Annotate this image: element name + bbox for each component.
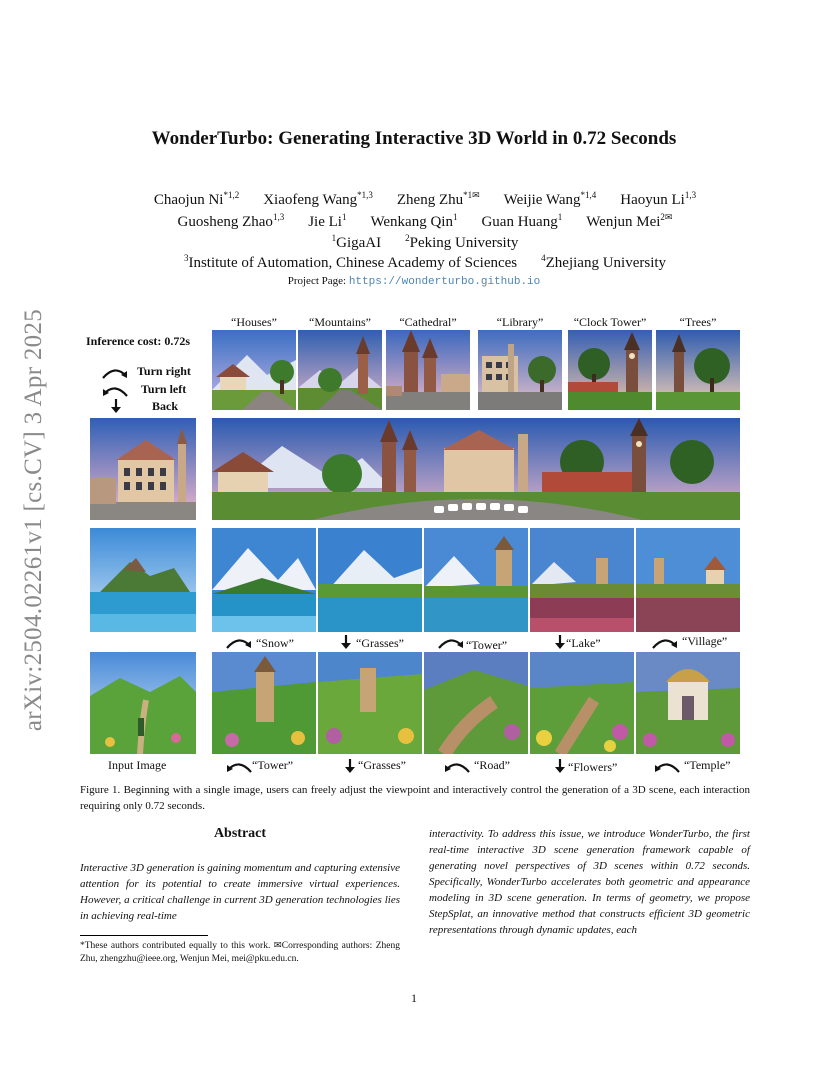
authors-row-2 [60, 212, 790, 231]
author-name: Weijie Wang [503, 192, 581, 208]
label-houses: “Houses” [231, 315, 277, 329]
label-mountains: “Mountains” [309, 315, 371, 329]
label-snow: “Snow” [256, 636, 294, 650]
affiliation-name: Peking University [409, 235, 519, 251]
image-tower [424, 528, 528, 632]
image-island-input [90, 528, 196, 632]
turn-right-icon [100, 366, 130, 380]
label-lake: “Lake” [566, 636, 601, 650]
author-name: Guan Huang [481, 214, 558, 230]
image-mountains [298, 330, 382, 410]
author-sup: 1,3 [684, 190, 697, 200]
author-3 [481, 212, 562, 231]
label-village: “Village” [682, 634, 728, 648]
author-name: Guosheng Zhao [177, 214, 273, 230]
label-trees: “Trees” [679, 315, 717, 329]
author-sup: 2✉ [660, 212, 673, 222]
author-sup: 1 [452, 212, 458, 222]
author-0 [178, 212, 285, 231]
author-name: Jie Li [308, 214, 342, 230]
author-name: Wenkang Qin [370, 214, 453, 230]
author-4 [586, 212, 672, 231]
figure-caption: Figure 1. Beginning with a single image, users can freely adjust the viewpoint and interactively control the generation of a 3D scene, each interaction requiring only 0.72 seconds. [80, 784, 750, 812]
author-0 [154, 190, 239, 209]
label-flowers: “Flowers” [568, 760, 618, 774]
image-cathedral [386, 330, 470, 410]
image-clock-tower [568, 330, 652, 410]
affiliation-1 [541, 253, 666, 272]
author-sup: 1 [557, 212, 563, 222]
legend-turn-right: Turn right [137, 364, 191, 378]
image-houses [212, 330, 296, 410]
author-1 [308, 212, 346, 231]
turn-right-icon [436, 636, 466, 650]
author-sup: *1,2 [223, 190, 240, 200]
image-trees [656, 330, 740, 410]
affiliation-sup: 3 [183, 253, 189, 263]
affiliation-sup: 1 [331, 233, 337, 243]
turn-left-icon [442, 760, 472, 774]
back-arrow-icon [340, 634, 352, 650]
footnote-rule [80, 935, 208, 936]
image-tower-2 [212, 652, 316, 754]
affiliations-row-1 [60, 233, 790, 252]
label-library: “Library” [496, 315, 544, 329]
affiliation-sup: 4 [541, 253, 546, 263]
turn-right-icon [224, 636, 254, 650]
label-temple: “Temple” [684, 758, 731, 772]
back-arrow-icon [344, 758, 356, 774]
back-arrow-icon [554, 634, 566, 650]
author-name: Wenjun Mei [586, 214, 661, 230]
affiliation-name: Institute of Automation, Chinese Academy of Sciences [188, 255, 518, 271]
affiliation-name: Zhejiang University [545, 255, 667, 271]
author-sup: 1,3 [272, 212, 285, 222]
back-arrow-icon [110, 398, 122, 414]
image-flowers [530, 652, 634, 754]
turn-right-icon [650, 636, 680, 650]
author-2 [397, 190, 480, 209]
turn-left-icon [652, 760, 682, 774]
image-grasses-2 [318, 652, 422, 754]
affiliation-0 [184, 253, 517, 272]
affiliations-row-2 [60, 253, 790, 272]
affiliation-0 [332, 233, 382, 252]
image-lake [530, 528, 634, 632]
legend-back: Back [152, 399, 179, 413]
label-cathedral: “Cathedral” [399, 315, 457, 329]
author-name: Zheng Zhu [396, 192, 464, 208]
author-sup: *1,3 [357, 190, 373, 200]
label-clock-tower: “Clock Tower” [573, 315, 647, 329]
image-temple [636, 652, 740, 754]
author-name: Haoyun Li [620, 192, 685, 208]
project-label: Project Page: [287, 275, 347, 287]
affiliation-1 [405, 233, 518, 252]
label-tower: “Tower” [466, 638, 508, 652]
author-sup: *1,4 [580, 190, 597, 200]
image-snow [212, 528, 316, 632]
legend-turn-left: Turn left [141, 382, 187, 396]
image-library [478, 330, 562, 410]
project-page [0, 275, 828, 288]
paper-title: WonderTurbo: Generating Interactive 3D World in 0.72 Seconds [151, 128, 677, 149]
turn-left-icon [100, 384, 130, 398]
inference-cost: Inference cost: 0.72s [86, 334, 191, 348]
label-grasses: “Grasses” [356, 636, 404, 650]
authors-row-1 [60, 190, 790, 209]
image-road [424, 652, 528, 754]
image-panorama [212, 418, 740, 520]
abstract-right: interactivity. To address this issue, we introduce WonderTurbo, the first real-time interactive 3D scene generation framework capable of generating novel perspectives of 3D scenes within 0.72 seconds. Specifically, WonderTurbo accelerates both geometric and appearance modeling in 3D scene generation. In terms of geometry, we propose StepSplat, an innovative method that constructs efficient 3D geometric representations through dynamic updates, each [429, 828, 750, 936]
back-arrow-icon [554, 758, 566, 774]
image-grasses [318, 528, 422, 632]
label-input-image: Input Image [108, 758, 167, 772]
affiliation-name: GigaAI [336, 235, 382, 251]
author-name: Xiaofeng Wang [263, 192, 358, 208]
abstract-left: Interactive 3D generation is gaining momentum and capturing extensive attention for its potential to create immersive virtual experiences. However, a critical challenge in current 3D generation technologies lies in achieving real-time [80, 862, 400, 922]
author-4 [620, 190, 696, 209]
image-street-input [90, 418, 196, 520]
label-road: “Road” [474, 758, 510, 772]
arxiv-stamp [14, 290, 54, 750]
image-village [636, 528, 740, 632]
page-number: 1 [411, 991, 417, 1005]
author-name: Chaojun Ni [153, 192, 224, 208]
project-link[interactable]: https://wonderturbo.github.io [348, 276, 541, 288]
affiliation-sup: 2 [405, 233, 410, 243]
turn-left-icon [224, 760, 254, 774]
label-tower-2: “Tower” [252, 758, 294, 772]
author-1 [263, 190, 373, 209]
author-sup: 1 [341, 212, 347, 222]
author-2 [370, 212, 457, 231]
label-grasses-2: “Grasses” [358, 758, 406, 772]
author-sup: *1✉ [463, 190, 480, 200]
footnote: *These authors contributed equally to this work. ✉Corresponding authors: Zheng Zhu, zhengzhu@ieee.org, Wenjun Mei, mei@pku.edu.cn. [80, 941, 400, 964]
image-meadow-input [90, 652, 196, 754]
arxiv-id: arXiv:2504.02261v1 [cs.CV] 3 Apr 2025 [20, 308, 47, 732]
author-3 [504, 190, 597, 209]
abstract-heading: Abstract [213, 826, 267, 841]
